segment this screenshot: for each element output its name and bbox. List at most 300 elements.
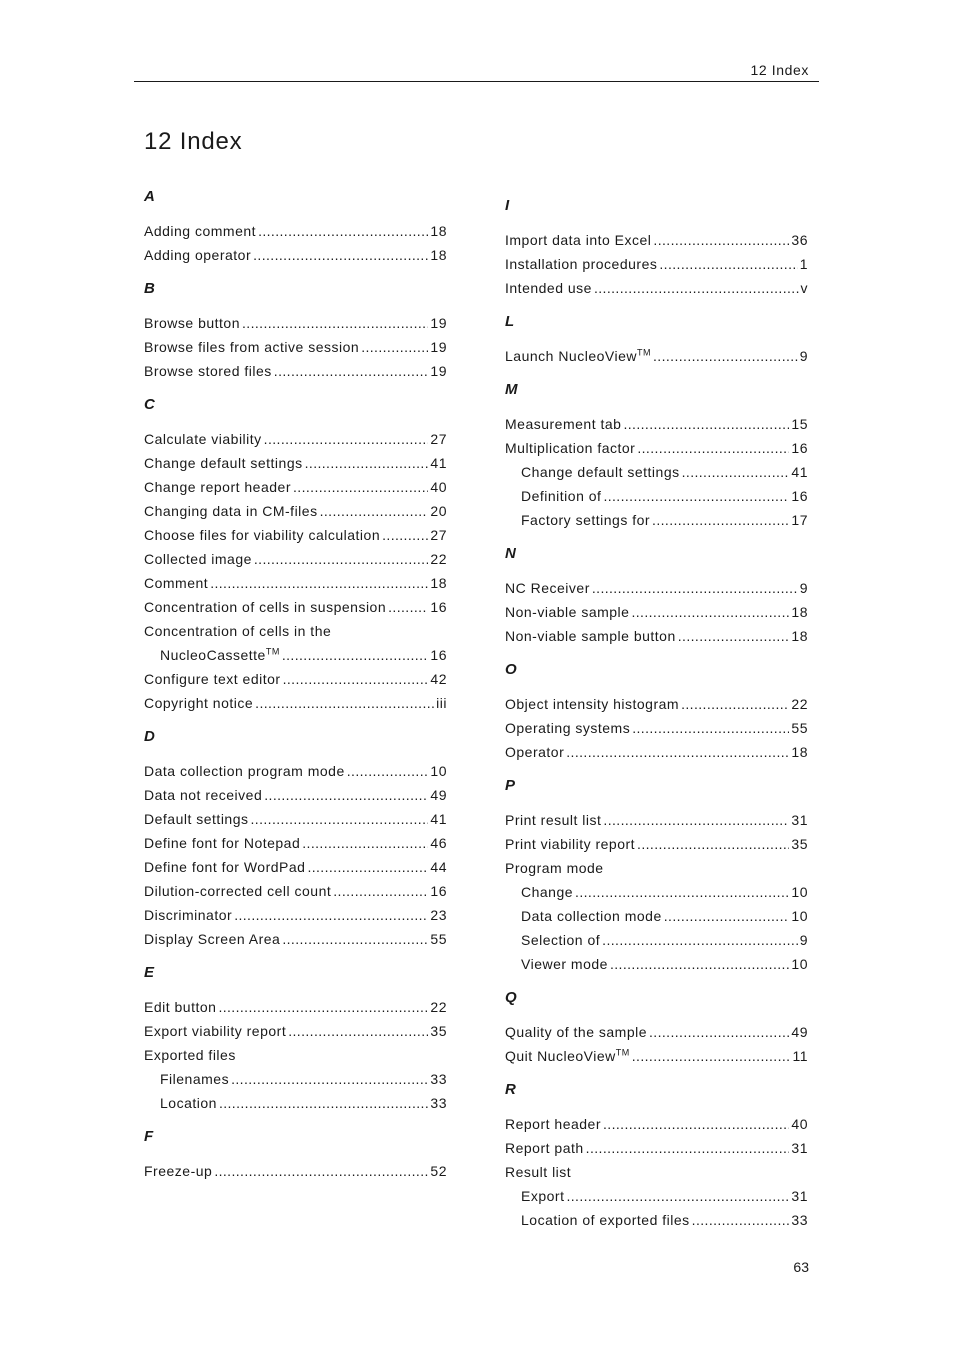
entry-term bbox=[521, 928, 600, 952]
dot-leader bbox=[255, 691, 434, 715]
entry-term bbox=[144, 903, 232, 927]
entry-page-number: 9 bbox=[799, 932, 808, 948]
entry-term bbox=[144, 995, 216, 1019]
dot-leader bbox=[649, 1020, 789, 1044]
dot-leader bbox=[282, 643, 429, 667]
section-letter: E bbox=[144, 964, 155, 981]
entry-page-number: 18 bbox=[430, 247, 447, 263]
entry-term-text: Operator bbox=[505, 744, 565, 760]
dot-leader bbox=[242, 311, 428, 335]
entry-page-number: 49 bbox=[791, 1024, 808, 1040]
dot-leader bbox=[234, 903, 428, 927]
entry-term bbox=[160, 643, 280, 667]
entry-term bbox=[505, 576, 590, 600]
dot-leader bbox=[692, 1208, 790, 1232]
dot-leader bbox=[664, 904, 790, 928]
index-column-left bbox=[144, 185, 447, 1193]
entry-term bbox=[144, 451, 303, 475]
entry-page-number: 40 bbox=[791, 1116, 808, 1132]
dot-leader bbox=[653, 228, 789, 252]
index-entry bbox=[505, 740, 808, 764]
index-subentry bbox=[505, 952, 808, 976]
entry-term-text: Browse stored files bbox=[144, 363, 272, 379]
dot-leader bbox=[302, 831, 428, 855]
entry-page-number: 27 bbox=[430, 527, 447, 543]
entry-term-text: Exported files bbox=[144, 1047, 236, 1063]
index-entry bbox=[505, 1136, 808, 1160]
index-entry bbox=[505, 600, 808, 624]
entry-term-text: Change bbox=[521, 884, 574, 900]
index-entry bbox=[505, 692, 808, 716]
entry-term bbox=[505, 1136, 584, 1160]
entry-term-text: Viewer mode bbox=[521, 956, 608, 972]
entry-term bbox=[160, 1067, 229, 1091]
dot-leader bbox=[253, 243, 428, 267]
entry-page-number: 10 bbox=[430, 763, 447, 779]
entry-term-text: Location bbox=[160, 1095, 217, 1111]
entry-term bbox=[144, 1043, 236, 1067]
index-entry bbox=[505, 436, 808, 460]
dot-leader bbox=[586, 1136, 790, 1160]
index-entry bbox=[144, 359, 447, 383]
entry-term-text: Default settings bbox=[144, 811, 249, 827]
index-entry bbox=[144, 879, 447, 903]
dot-leader bbox=[254, 547, 429, 571]
index-entry bbox=[144, 219, 447, 243]
dot-leader bbox=[361, 335, 428, 359]
entry-page-number: 55 bbox=[430, 931, 447, 947]
entry-term bbox=[505, 1160, 571, 1184]
entry-page-number: 41 bbox=[430, 811, 447, 827]
entry-term-text: Changing data in CM-files bbox=[144, 503, 318, 519]
index-entry bbox=[144, 903, 447, 927]
index-entry bbox=[505, 716, 808, 740]
entry-page-number: 33 bbox=[430, 1071, 447, 1087]
entry-term bbox=[144, 807, 249, 831]
entry-page-number: 16 bbox=[430, 883, 447, 899]
index-entry bbox=[144, 759, 447, 783]
entry-term-text: Concentration of cells in suspension bbox=[144, 599, 387, 615]
entry-term bbox=[505, 228, 651, 252]
dot-leader bbox=[653, 344, 798, 368]
section-letter: B bbox=[144, 280, 155, 297]
entry-page-number: 22 bbox=[791, 696, 808, 712]
index-entry bbox=[144, 335, 447, 359]
entry-term-text: Result list bbox=[505, 1164, 572, 1180]
index-entry bbox=[144, 523, 447, 547]
entry-term bbox=[144, 619, 331, 643]
index-entry bbox=[144, 571, 447, 595]
index-section-l bbox=[505, 310, 808, 368]
entry-term bbox=[521, 460, 680, 484]
entry-term-text: Change report header bbox=[144, 479, 291, 495]
entry-term bbox=[144, 691, 253, 715]
entry-term bbox=[521, 1208, 690, 1232]
dot-leader bbox=[382, 523, 428, 547]
index-entry bbox=[505, 1160, 808, 1184]
entry-term-text: Selection of bbox=[521, 932, 601, 948]
index-subentry bbox=[144, 1067, 447, 1091]
dot-leader bbox=[602, 928, 798, 952]
index-section-d bbox=[144, 725, 447, 951]
entry-page-number: 52 bbox=[430, 1163, 447, 1179]
section-letter: I bbox=[505, 197, 510, 214]
dot-leader bbox=[307, 855, 428, 879]
entry-term-text: Define font for Notepad bbox=[144, 835, 301, 851]
index-entry bbox=[144, 547, 447, 571]
entry-page-number: 31 bbox=[791, 812, 808, 828]
index-entry bbox=[144, 619, 447, 643]
entry-term bbox=[521, 952, 608, 976]
entry-page-number: 41 bbox=[791, 464, 808, 480]
index-entry bbox=[505, 412, 808, 436]
index-subentry bbox=[144, 1091, 447, 1115]
entry-page-number: 35 bbox=[791, 836, 808, 852]
index-subentry bbox=[144, 643, 447, 667]
entry-term bbox=[144, 927, 280, 951]
entry-page-number: 16 bbox=[430, 599, 447, 615]
entry-page-number: 19 bbox=[430, 339, 447, 355]
entry-term-text: NC Receiver bbox=[505, 580, 590, 596]
entry-page-number: 18 bbox=[430, 223, 447, 239]
index-subentry bbox=[505, 460, 808, 484]
entry-page-number: 22 bbox=[430, 999, 447, 1015]
entry-term-text: Non-viable sample bbox=[505, 604, 630, 620]
section-letter: P bbox=[505, 777, 516, 794]
dot-leader bbox=[320, 499, 429, 523]
dot-leader bbox=[293, 475, 428, 499]
dot-leader bbox=[264, 783, 428, 807]
entry-term-text: Non-viable sample button bbox=[505, 628, 676, 644]
entry-term-text: Data not received bbox=[144, 787, 263, 803]
entry-term-text: Operating systems bbox=[505, 720, 631, 736]
index-entry bbox=[144, 831, 447, 855]
entry-term-text: Intended use bbox=[505, 280, 592, 296]
index-entry bbox=[144, 691, 447, 715]
entry-term-text: Quit NucleoView bbox=[505, 1048, 616, 1064]
entry-term bbox=[144, 499, 318, 523]
dot-leader bbox=[218, 995, 428, 1019]
entry-term bbox=[160, 1091, 217, 1115]
entry-term-text: Dilution-corrected cell count bbox=[144, 883, 332, 899]
dot-leader bbox=[283, 667, 429, 691]
entry-page-number: 10 bbox=[791, 908, 808, 924]
entry-term-text: Copyright notice bbox=[144, 695, 254, 711]
entry-term-text: Edit button bbox=[144, 999, 217, 1015]
entry-term-text: Print result list bbox=[505, 812, 602, 828]
entry-page-number: 19 bbox=[430, 315, 447, 331]
index-entry bbox=[505, 1044, 808, 1068]
trademark-mark: TM bbox=[265, 646, 280, 657]
entry-term bbox=[144, 783, 262, 807]
dot-leader bbox=[251, 807, 429, 831]
entry-page-number: 31 bbox=[791, 1140, 808, 1156]
index-subentry bbox=[505, 880, 808, 904]
index-entry bbox=[505, 624, 808, 648]
entry-term-text: Discriminator bbox=[144, 907, 233, 923]
entry-term-text: NucleoCassette bbox=[160, 647, 266, 663]
entry-page-number: 20 bbox=[430, 503, 447, 519]
entry-term bbox=[505, 1020, 647, 1044]
index-subentry bbox=[505, 1184, 808, 1208]
entry-term-text: Factory settings for bbox=[521, 512, 651, 528]
dot-leader bbox=[637, 832, 789, 856]
index-entry bbox=[144, 475, 447, 499]
entry-page-number: 18 bbox=[791, 628, 808, 644]
entry-page-number: 18 bbox=[791, 604, 808, 620]
dot-leader bbox=[258, 219, 428, 243]
index-entry bbox=[505, 344, 808, 368]
entry-page-number: 33 bbox=[430, 1095, 447, 1111]
entry-term-text: Browse files from active session bbox=[144, 339, 360, 355]
entry-term bbox=[505, 276, 592, 300]
entry-term bbox=[505, 716, 630, 740]
dot-leader bbox=[623, 412, 789, 436]
entry-term bbox=[144, 427, 262, 451]
entry-term bbox=[144, 855, 305, 879]
entry-term-text: Display Screen Area bbox=[144, 931, 281, 947]
index-entry bbox=[144, 855, 447, 879]
entry-term bbox=[144, 759, 345, 783]
section-letter: Q bbox=[505, 989, 517, 1006]
entry-term-text: Definition of bbox=[521, 488, 602, 504]
entry-term bbox=[521, 484, 601, 508]
dot-leader bbox=[288, 1019, 428, 1043]
dot-leader bbox=[575, 880, 789, 904]
entry-page-number: 23 bbox=[430, 907, 447, 923]
index-entry bbox=[505, 832, 808, 856]
section-letter: A bbox=[144, 188, 155, 205]
entry-term-text: Change default settings bbox=[521, 464, 680, 480]
dot-leader bbox=[305, 451, 429, 475]
dot-leader bbox=[219, 1091, 428, 1115]
entry-term bbox=[144, 667, 281, 691]
index-entry bbox=[505, 576, 808, 600]
entry-term-text: Define font for WordPad bbox=[144, 859, 306, 875]
entry-term-text: Data collection mode bbox=[521, 908, 662, 924]
entry-term bbox=[521, 1184, 564, 1208]
entry-term-text: Export viability report bbox=[144, 1023, 287, 1039]
entry-page-number: 18 bbox=[430, 575, 447, 591]
entry-page-number: 33 bbox=[791, 1212, 808, 1228]
entry-term-text: Multiplication factor bbox=[505, 440, 636, 456]
section-letter: C bbox=[144, 396, 155, 413]
index-entry bbox=[144, 995, 447, 1019]
dot-leader bbox=[388, 595, 428, 619]
index-entry bbox=[505, 228, 808, 252]
entry-page-number: 16 bbox=[791, 488, 808, 504]
entry-page-number: 46 bbox=[430, 835, 447, 851]
entry-term-text: Choose files for viability calculation bbox=[144, 527, 381, 543]
dot-leader bbox=[594, 276, 799, 300]
index-section-c bbox=[144, 393, 447, 715]
dot-leader bbox=[637, 436, 789, 460]
entry-term bbox=[144, 243, 251, 267]
entry-term bbox=[144, 1019, 286, 1043]
index-section-q bbox=[505, 986, 808, 1068]
entry-term-text: Configure text editor bbox=[144, 671, 281, 687]
entry-term bbox=[505, 1112, 601, 1136]
index-subentry bbox=[505, 508, 808, 532]
entry-term bbox=[144, 311, 240, 335]
index-entry bbox=[505, 808, 808, 832]
entry-term bbox=[505, 692, 679, 716]
index-entry bbox=[505, 856, 808, 880]
index-entry bbox=[144, 1159, 447, 1183]
index-entry bbox=[144, 595, 447, 619]
entry-term bbox=[144, 523, 380, 547]
entry-term bbox=[144, 595, 386, 619]
entry-page-number: 49 bbox=[430, 787, 447, 803]
entry-term-text: Concentration of cells in the bbox=[144, 623, 332, 639]
index-section-o bbox=[505, 658, 808, 764]
index-subentry bbox=[505, 904, 808, 928]
dot-leader bbox=[566, 1184, 789, 1208]
entry-page-number: 35 bbox=[430, 1023, 447, 1039]
header-rule bbox=[134, 81, 819, 82]
index-subentry bbox=[505, 1208, 808, 1232]
entry-page-number: 27 bbox=[430, 431, 447, 447]
entry-term bbox=[144, 571, 208, 595]
entry-term-text: Export bbox=[521, 1188, 565, 1204]
entry-term bbox=[505, 856, 604, 880]
dot-leader bbox=[347, 759, 429, 783]
dot-leader bbox=[603, 484, 789, 508]
entry-page-number: 17 bbox=[791, 512, 808, 528]
entry-term bbox=[144, 831, 300, 855]
entry-term bbox=[505, 412, 621, 436]
index-entry bbox=[505, 1112, 808, 1136]
entry-term-text: Measurement tab bbox=[505, 416, 622, 432]
entry-term-text: Quality of the sample bbox=[505, 1024, 648, 1040]
dot-leader bbox=[274, 359, 429, 383]
entry-page-number: 40 bbox=[430, 479, 447, 495]
entry-term-text: Import data into Excel bbox=[505, 232, 652, 248]
section-letter: F bbox=[144, 1128, 154, 1145]
entry-page-number: 15 bbox=[791, 416, 808, 432]
dot-leader bbox=[632, 1044, 791, 1068]
entry-page-number: 18 bbox=[791, 744, 808, 760]
entry-page-number: 9 bbox=[799, 580, 808, 596]
entry-term-text: Location of exported files bbox=[521, 1212, 690, 1228]
index-section-n bbox=[505, 542, 808, 648]
entry-term bbox=[521, 880, 573, 904]
entry-term-text: Report path bbox=[505, 1140, 584, 1156]
entry-term-text: Change default settings bbox=[144, 455, 303, 471]
entry-page-number: 55 bbox=[791, 720, 808, 736]
entry-term bbox=[144, 335, 359, 359]
dot-leader bbox=[264, 427, 429, 451]
entry-page-number: 31 bbox=[791, 1188, 808, 1204]
index-section-f bbox=[144, 1125, 447, 1183]
index-section-m bbox=[505, 378, 808, 532]
entry-page-number: 10 bbox=[791, 956, 808, 972]
dot-leader bbox=[659, 252, 797, 276]
entry-term bbox=[144, 359, 272, 383]
index-section-b bbox=[144, 277, 447, 383]
entry-term bbox=[505, 252, 657, 276]
index-entry bbox=[144, 243, 447, 267]
entry-term-text: Program mode bbox=[505, 860, 604, 876]
dot-leader bbox=[333, 879, 428, 903]
dot-leader bbox=[603, 808, 789, 832]
index-entry bbox=[144, 783, 447, 807]
entry-term-text: Object intensity histogram bbox=[505, 696, 680, 712]
index-entry bbox=[505, 252, 808, 276]
entry-term-text: Data collection program mode bbox=[144, 763, 345, 779]
entry-page-number: 16 bbox=[430, 647, 447, 663]
entry-page-number: 10 bbox=[791, 884, 808, 900]
entry-page-number: 22 bbox=[430, 551, 447, 567]
running-head: 12 Index bbox=[750, 62, 809, 78]
entry-term bbox=[505, 436, 635, 460]
index-section-e bbox=[144, 961, 447, 1115]
trademark-mark: TM bbox=[615, 1047, 630, 1058]
index-entry bbox=[505, 276, 808, 300]
entry-term bbox=[144, 475, 291, 499]
entry-term-text: Filenames bbox=[160, 1071, 230, 1087]
entry-page-number: iii bbox=[436, 695, 447, 711]
entry-term bbox=[521, 508, 650, 532]
page-number: 63 bbox=[793, 1259, 809, 1275]
entry-term-text: Installation procedures bbox=[505, 256, 658, 272]
entry-page-number: v bbox=[800, 280, 808, 296]
entry-term-text: Browse button bbox=[144, 315, 240, 331]
entry-page-number: 1 bbox=[799, 256, 808, 272]
dot-leader bbox=[210, 571, 428, 595]
entry-page-number: 36 bbox=[791, 232, 808, 248]
entry-term-text: Collected image bbox=[144, 551, 252, 567]
entry-term bbox=[505, 624, 676, 648]
dot-leader bbox=[610, 952, 789, 976]
index-section-i bbox=[505, 194, 808, 300]
dot-leader bbox=[682, 460, 790, 484]
index-entry bbox=[144, 1019, 447, 1043]
index-entry bbox=[144, 499, 447, 523]
section-letter: N bbox=[505, 545, 516, 562]
dot-leader bbox=[631, 600, 789, 624]
dot-leader bbox=[652, 508, 789, 532]
entry-term bbox=[521, 904, 662, 928]
dot-leader bbox=[678, 624, 790, 648]
dot-leader bbox=[632, 716, 789, 740]
entry-page-number: 42 bbox=[430, 671, 447, 687]
index-section-p bbox=[505, 774, 808, 976]
entry-page-number: 9 bbox=[799, 348, 808, 364]
index-subentry bbox=[505, 928, 808, 952]
index-entry bbox=[144, 427, 447, 451]
section-letter: L bbox=[505, 313, 515, 330]
page-title: 12 Index bbox=[144, 128, 243, 155]
entry-page-number: 16 bbox=[791, 440, 808, 456]
index-column-right bbox=[505, 194, 808, 1242]
entry-page-number: 41 bbox=[430, 455, 447, 471]
section-letter: R bbox=[505, 1081, 516, 1098]
index-section-a bbox=[144, 185, 447, 267]
entry-term bbox=[144, 547, 252, 571]
entry-term-text: Report header bbox=[505, 1116, 602, 1132]
entry-term bbox=[505, 832, 635, 856]
entry-term bbox=[144, 219, 256, 243]
dot-leader bbox=[681, 692, 789, 716]
index-entry bbox=[144, 667, 447, 691]
index-entry bbox=[505, 1020, 808, 1044]
section-letter: O bbox=[505, 661, 517, 678]
dot-leader bbox=[214, 1159, 428, 1183]
section-letter: D bbox=[144, 728, 155, 745]
entry-page-number: 11 bbox=[792, 1048, 808, 1064]
index-subentry bbox=[505, 484, 808, 508]
